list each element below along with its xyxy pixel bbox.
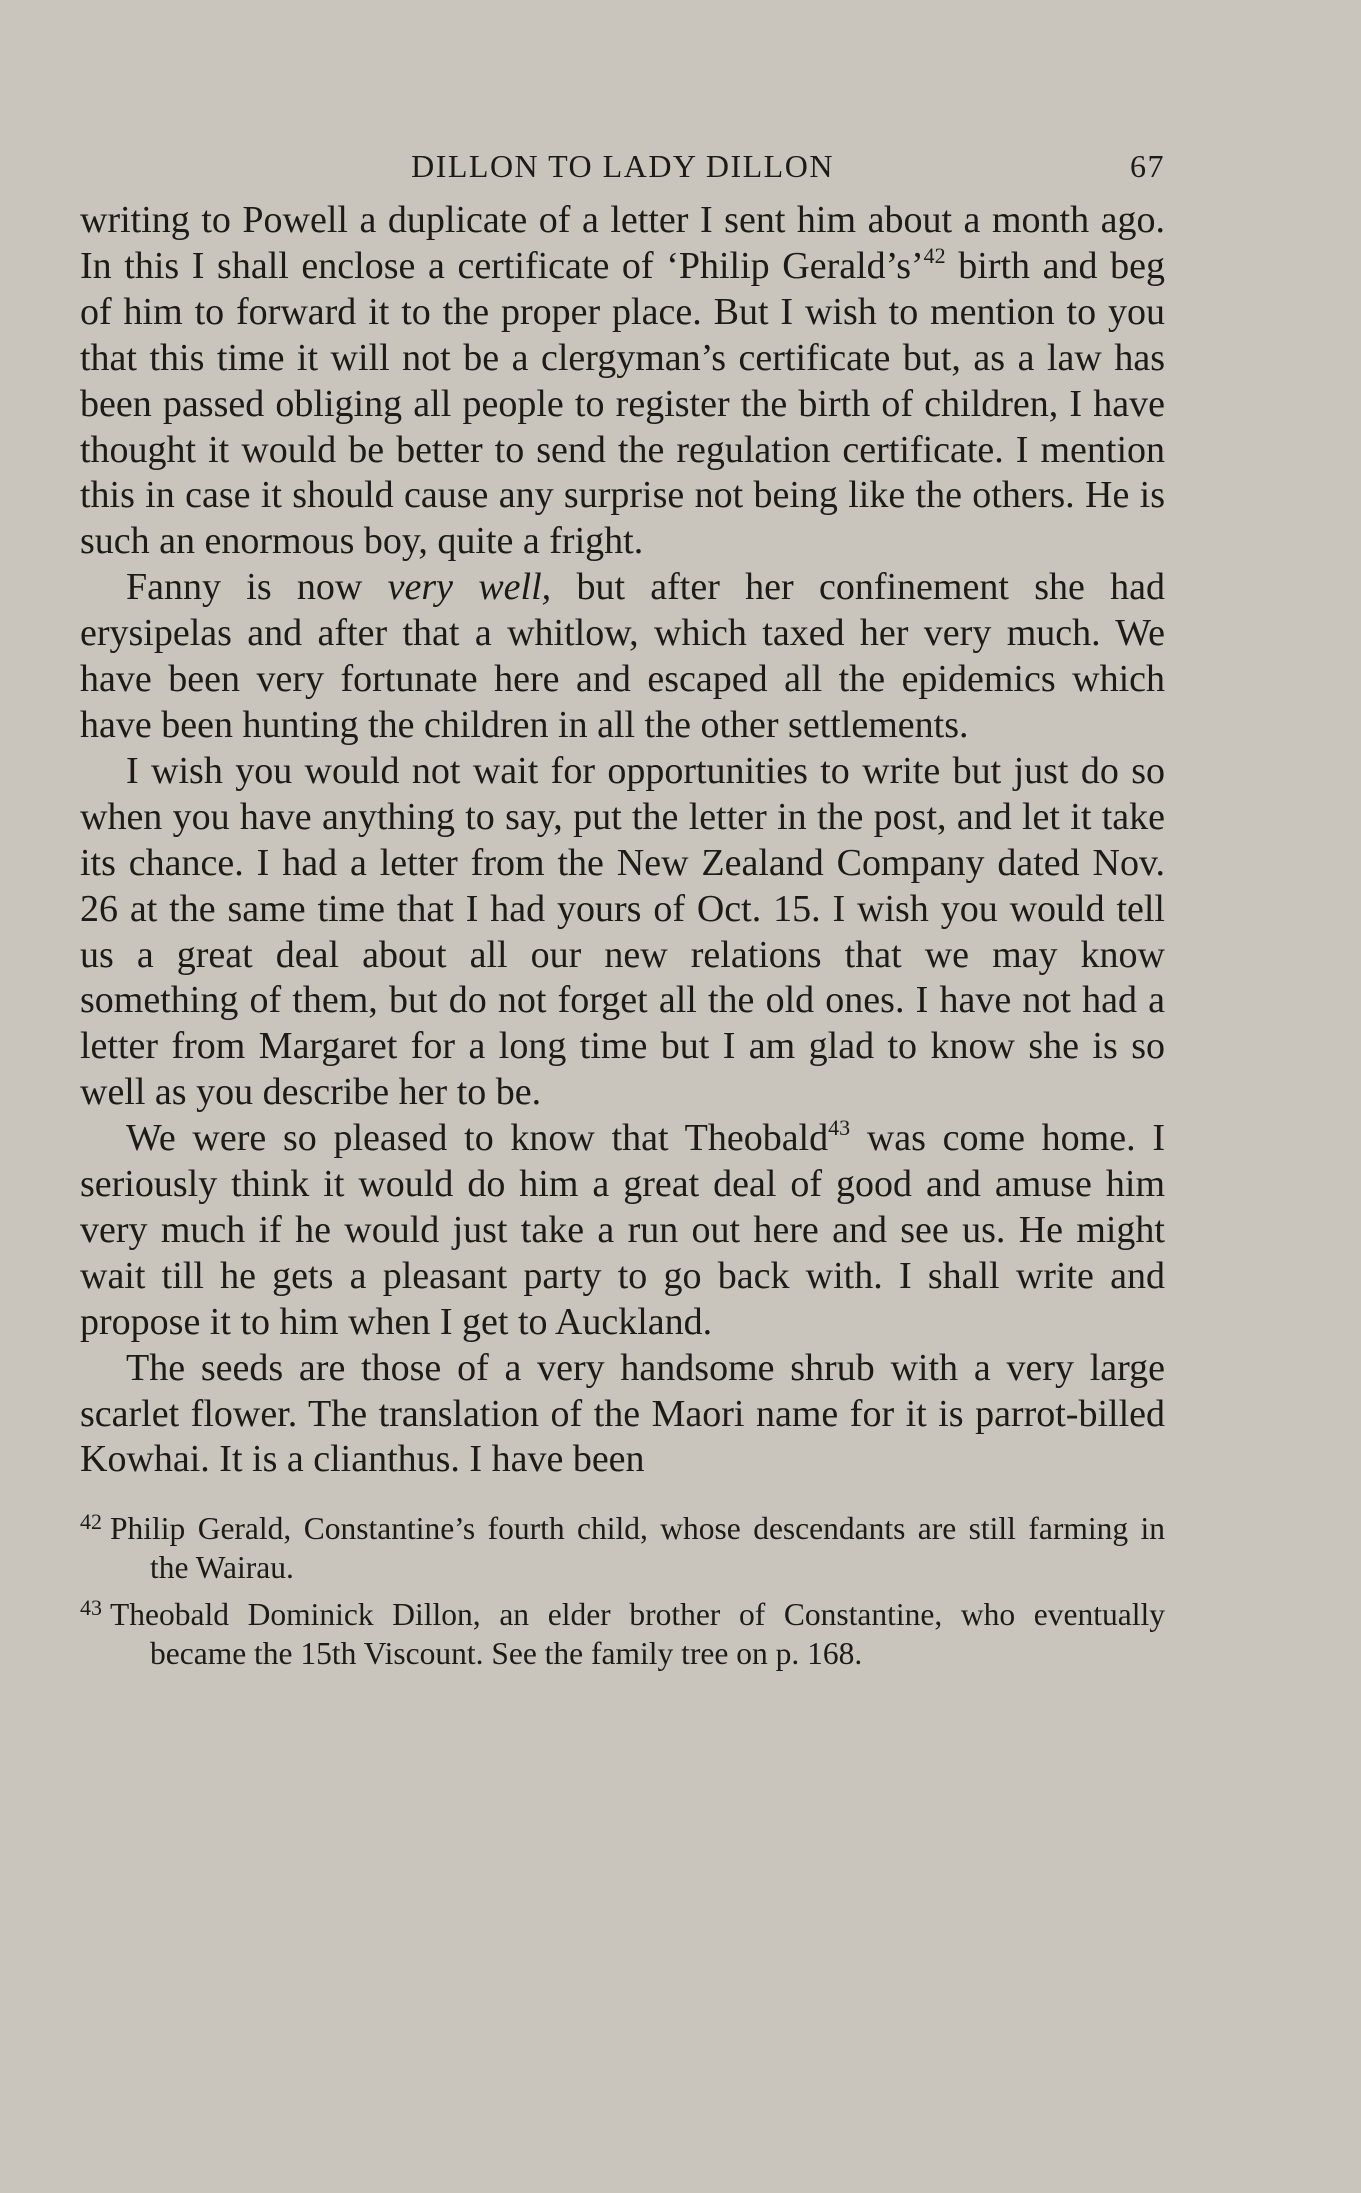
paragraph-text: We were so pleased to know that Theobald — [126, 1117, 829, 1160]
footnote-reference: 42 — [923, 242, 946, 268]
paragraph: The seeds are those of a very handsome shrub with a very large scarlet flower. The translation of the Maori name for it is parrot-billed Kowhai. It is a clianthus. I have been — [80, 1346, 1165, 1481]
paragraph — [80, 1116, 1165, 1346]
paragraph — [80, 565, 1165, 749]
running-title: DILLON TO LADY DILLON — [411, 148, 834, 184]
paragraph-text: writing to Powell a duplicate of a letter I sent him about a month ago. In this I shall enclose a certificate of ‘Philip Gerald’s’ — [80, 199, 1165, 287]
footnote-text: Theobald Dominick Dillon, an elder brother of Constantine, who eventually became the 15th Viscount. See the family tree on p. 168. — [110, 1597, 1165, 1672]
paragraph-text: birth and beg of him to forward it to the proper place. But I wish to mention to you that this time it will not be a clergyman’s certificate but, as a law has been passed obliging all people to register the birth of children, I have thought it would be better to send the regulation certificate. I mention this in case it should cause any surprise not being like the others. He is such an enormous boy, quite a fright. — [80, 244, 1165, 563]
paragraph-text: but after her confinement she had erysipelas and after that a whitlow, which taxed her very much. We have been very fortunate here and escaped all the epidemics which have been hunting the children in all the other settlements. — [80, 566, 1165, 746]
footnote-reference: 43 — [828, 1115, 851, 1141]
italic-text: very well, — [387, 566, 552, 609]
paragraph-text: was come home. I seriously think it would do him a great deal of good and amuse him very much if he would just take a run out here and see us. He might wait till he gets a pleasant party to go back with. I shall write and propose it to him when I get to Auckland. — [80, 1117, 1165, 1343]
footnotes — [80, 1509, 1165, 1673]
body-text — [80, 198, 1165, 1483]
paragraph: I wish you would not wait for opportunities to write but just do so when you have anything to say, put the letter in the post, and let it take its chance. I had a letter from the New Zealand Company dated Nov. 26 at the same time that I had yours of Oct. 15. I wish you would tell us a great deal about all our new relations that we may know something of them, but do not forget all the old ones. I have not had a letter from Margaret for a long time but I am glad to know she is so well as you describe her to be. — [80, 749, 1165, 1114]
footnote: 43 Theobald Dominick Dillon, an elder brother of Constantine, who eventually became the 15th Viscount. See the family tree on p. 168. — [80, 1595, 1165, 1672]
page-number: 67 — [1130, 148, 1165, 184]
footnote: 42 Philip Gerald, Constantine’s fourth child, whose descendants are still farming in the Wairau. — [80, 1509, 1165, 1586]
book-page — [80, 148, 1165, 1681]
paragraph-text: Fanny is now — [126, 566, 388, 609]
paragraph-continued — [80, 198, 1165, 565]
running-head — [80, 148, 1165, 198]
footnote-text: Philip Gerald, Constantine’s fourth child, whose descendants are still farming in the Wairau. — [110, 1511, 1165, 1586]
